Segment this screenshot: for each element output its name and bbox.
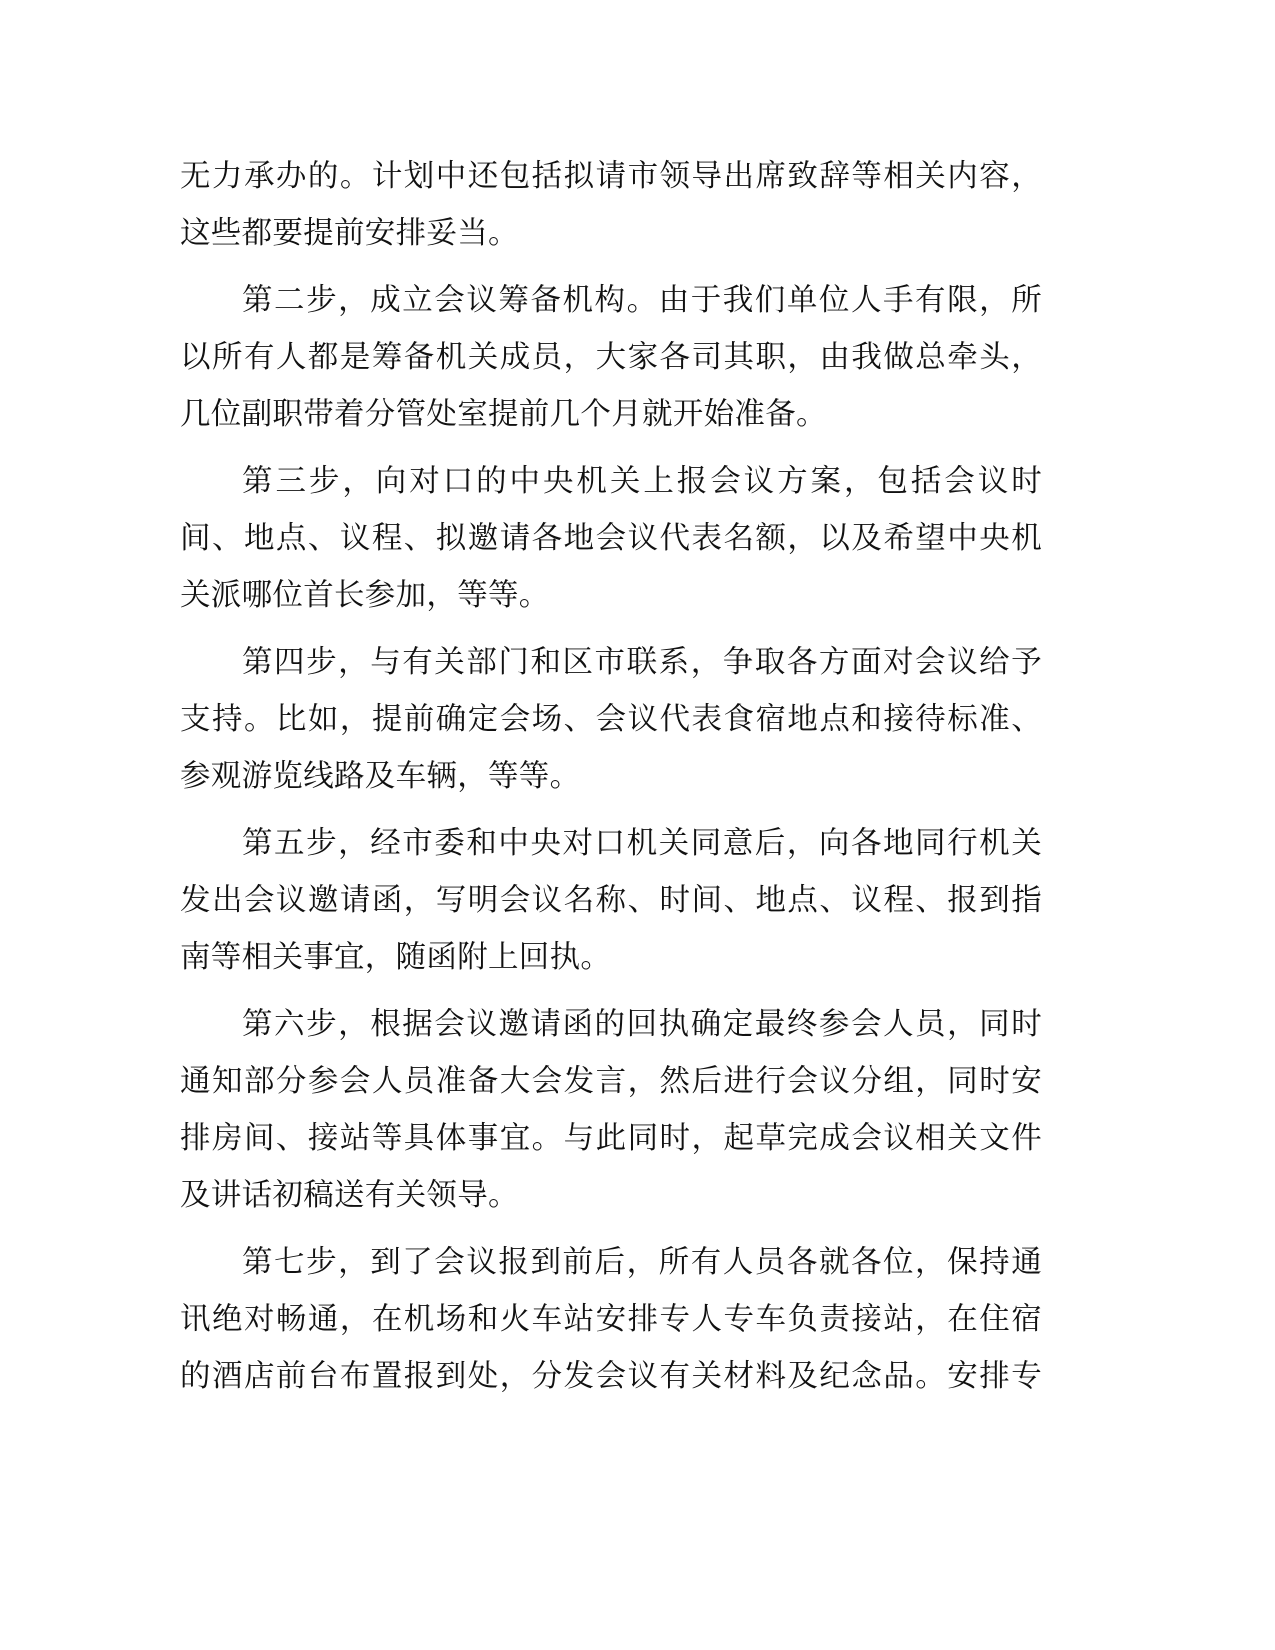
paragraph-step-5 bbox=[180, 815, 1042, 986]
document-body bbox=[180, 148, 1042, 1415]
paragraph-step-4 bbox=[180, 634, 1042, 805]
text-line: 关派哪位首长参加，等等。 bbox=[180, 578, 550, 613]
paragraph-step-3 bbox=[180, 453, 1042, 624]
text-line: 发出会议邀请函，写明会议名称、时间、地点、议程、报到指 bbox=[180, 883, 1042, 918]
paragraph-step-2 bbox=[180, 272, 1042, 443]
text-line: 南等相关事宜，随函附上回执。 bbox=[180, 940, 612, 975]
text-line: 支持。比如，提前确定会场、会议代表食宿地点和接待标准、 bbox=[180, 702, 1042, 737]
text-line: 通知部分参会人员准备大会发言，然后进行会议分组，同时安 bbox=[180, 1064, 1042, 1099]
text-line: 间、地点、议程、拟邀请各地会议代表名额，以及希望中央机 bbox=[180, 521, 1042, 556]
text-line: 无力承办的。计划中还包括拟请市领导出席致辞等相关内容， bbox=[180, 159, 1042, 194]
paragraph-step-7 bbox=[180, 1234, 1042, 1405]
text-line: 第四步，与有关部门和区市联系，争取各方面对会议给予 bbox=[242, 645, 1042, 680]
text-line: 第三步，向对口的中央机关上报会议方案，包括会议时 bbox=[242, 464, 1042, 499]
text-line: 排房间、接站等具体事宜。与此同时，起草完成会议相关文件 bbox=[180, 1121, 1042, 1156]
text-line: 这些都要提前安排妥当。 bbox=[180, 216, 519, 251]
text-line: 的酒店前台布置报到处，分发会议有关材料及纪念品。安排专 bbox=[180, 1359, 1042, 1394]
text-line: 讯绝对畅通，在机场和火车站安排专人专车负责接站，在住宿 bbox=[180, 1302, 1042, 1337]
text-line: 几位副职带着分管处室提前几个月就开始准备。 bbox=[180, 397, 827, 432]
text-line: 第二步，成立会议筹备机构。由于我们单位人手有限，所 bbox=[242, 283, 1042, 318]
text-line: 及讲话初稿送有关领导。 bbox=[180, 1178, 519, 1213]
paragraph-continuation bbox=[180, 148, 1042, 262]
text-line: 以所有人都是筹备机关成员，大家各司其职，由我做总牵头， bbox=[180, 340, 1042, 375]
text-line: 第七步，到了会议报到前后，所有人员各就各位，保持通 bbox=[242, 1245, 1042, 1280]
text-line: 参观游览线路及车辆，等等。 bbox=[180, 759, 581, 794]
text-line: 第六步，根据会议邀请函的回执确定最终参会人员，同时 bbox=[242, 1007, 1042, 1042]
paragraph-step-6 bbox=[180, 996, 1042, 1224]
text-line: 第五步，经市委和中央对口机关同意后，向各地同行机关 bbox=[242, 826, 1042, 861]
